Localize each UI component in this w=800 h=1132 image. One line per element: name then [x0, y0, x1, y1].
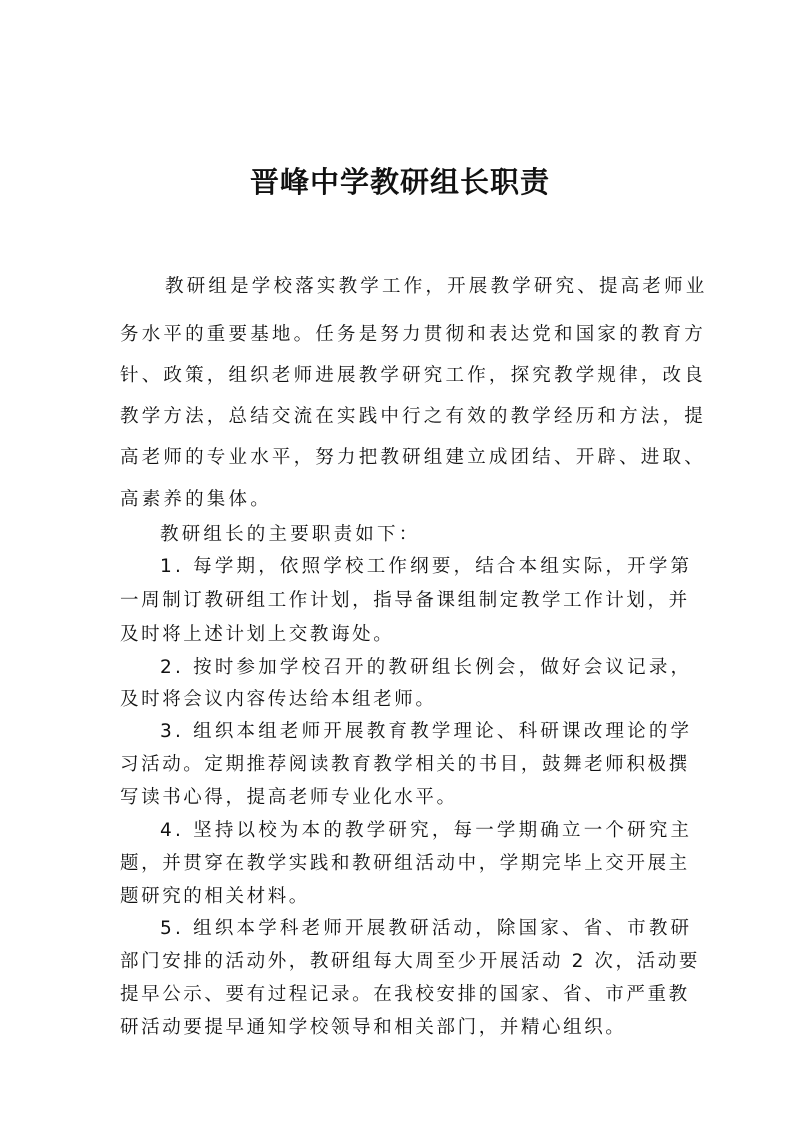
duty-item-line: 及时将会议内容传达给本组老师。	[120, 689, 437, 710]
duty-item-line: 题，并贯穿在教学实践和教研组活动中，学期完毕上交开展主	[120, 853, 690, 874]
intro-line: 高老师的专业水平，努力把教研组建立成团结、开辟、进取、	[120, 447, 706, 468]
duty-item-line: 4. 坚持以校为本的教学研究，每一学期确立一个研究主	[160, 820, 693, 841]
duty-item-line: 3. 组织本组老师开展教育教学理论、科研课改理论的学	[160, 721, 693, 742]
duties-heading: 教研组长的主要职责如下：	[160, 524, 421, 545]
duty-item-line: 习活动。定期推荐阅读教育教学相关的书目，鼓舞老师积极撰	[120, 754, 690, 775]
duty-item-line: 2. 按时参加学校召开的教研组长例会，做好会议记录，	[160, 657, 693, 678]
duty-item-line: 提早公示、要有过程记录。在我校安排的国家、省、市严重教	[120, 984, 690, 1005]
duty-item-line: 研活动要提早通知学校领导和相关部门，并精心组织。	[120, 1017, 627, 1038]
duty-item-line: 写读书心得，提高老师专业化水平。	[120, 787, 458, 808]
intro-line: 教研组是学校落实教学工作，开展教学研究、提高老师业	[165, 276, 708, 297]
duty-item-line: 1. 每学期，依照学校工作纲要，结合本组实际，开学第	[160, 556, 693, 577]
intro-line: 教学方法，总结交流在实践中行之有效的教学经历和方法，提	[120, 406, 706, 427]
duty-item-line: 一周制订教研组工作计划，指导备课组制定教学工作计划，并	[120, 590, 690, 611]
intro-line: 高素养的集体。	[120, 489, 272, 510]
intro-line: 针、政策，组织老师进展教学研究工作，探究教学规律，改良	[120, 365, 706, 386]
duty-item-line: 及时将上述计划上交教诲处。	[120, 624, 395, 645]
duty-item-line: 题研究的相关材料。	[120, 886, 310, 907]
duty-item-line: 5. 组织本学科老师开展教研活动，除国家、省、市教研	[160, 918, 693, 939]
intro-line: 务水平的重要基地。任务是努力贯彻和表达党和国家的教育方	[120, 324, 706, 345]
document-title: 晋峰中学教研组长职责	[249, 165, 550, 199]
duty-item-line: 部门安排的活动外，教研组每大周至少开展活动 2 次，活动要	[120, 951, 700, 972]
